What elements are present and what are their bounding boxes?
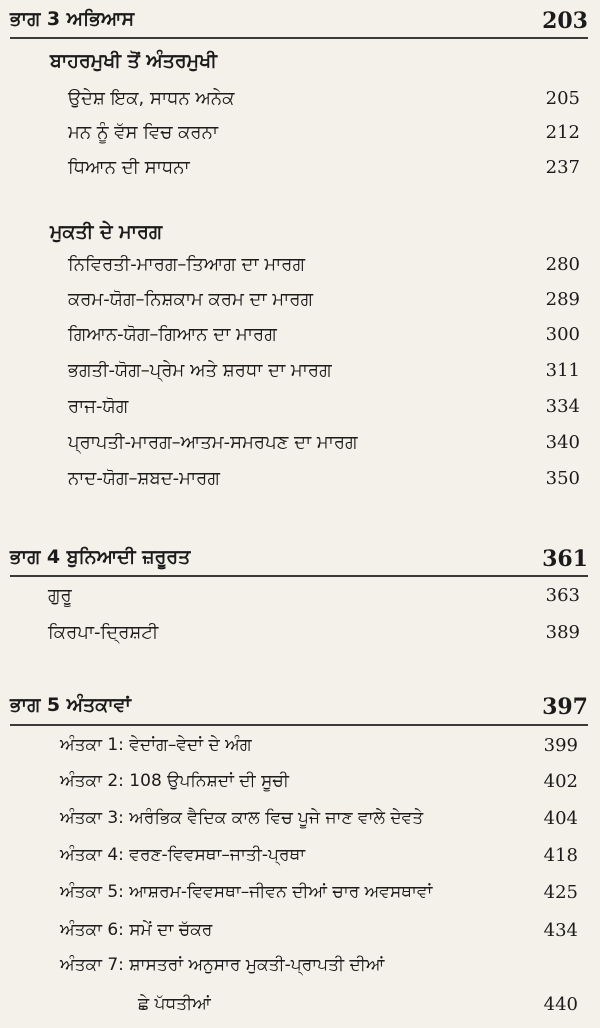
toc-appendix[interactable] [0, 845, 600, 877]
item-title: ਅੰਤਕਾ 7: ਸ਼ਾਸਤਰਾਂ ਅਨੁਸਾਰ ਮੁਕਤੀ-ਪ੍ਰਾਪਤੀ ਦੀਆਂ [60, 955, 385, 975]
toc-appendix[interactable] [0, 882, 600, 914]
section-b-title: ਮੁਕਤੀ ਦੇ ਮਾਰਗ [50, 221, 163, 243]
item-title: ਨਾਦ-ਯੋਗ–ਸ਼ਬਦ-ਮਾਰਗ [68, 468, 220, 489]
item-page: 434 [543, 920, 578, 941]
item-page: 425 [543, 882, 578, 903]
item-page: 300 [545, 324, 580, 345]
toc-appendix[interactable] [0, 955, 600, 987]
item-page: 340 [545, 432, 580, 453]
part-5-page: 397 [542, 694, 588, 720]
toc-appendix-continued[interactable] [0, 994, 600, 1026]
item-page: 205 [545, 88, 580, 109]
part-3-page: 203 [542, 8, 588, 34]
item-title: ਧਿਆਨ ਦੀ ਸਾਧਨਾ [68, 157, 190, 178]
part-4-page: 361 [542, 546, 588, 572]
toc-item[interactable] [0, 432, 600, 464]
toc-item[interactable] [0, 289, 600, 321]
item-title: ਅੰਤਕਾ 1: ਵੇਦਾਂਗ–ਵੇਦਾਂ ਦੇ ਅੰਗ [60, 735, 252, 755]
item-title: ਰਾਜ-ਯੋਗ [68, 396, 129, 417]
toc-item[interactable] [0, 396, 600, 428]
part-4-divider [10, 575, 588, 577]
item-title: ਅੰਤਕਾ 3: ਅਰੰਭਿਕ ਵੈਦਿਕ ਕਾਲ ਵਿਚ ਪੂਜੇ ਜਾਣ ਵਾਲੇ ਦੇਵਤੇ [60, 808, 424, 828]
toc-appendix[interactable] [0, 808, 600, 840]
part-5-title: ਭਾਗ 5 ਅੰਤਕਾਵਾਂ [10, 694, 131, 716]
toc-section-b[interactable] [0, 221, 600, 253]
toc-section-a[interactable] [0, 50, 600, 82]
toc-part-3[interactable] [0, 8, 600, 40]
item-title: ਪ੍ਰਾਪਤੀ-ਮਾਰਗ–ਆਤਮ-ਸਮਰਪਣ ਦਾ ਮਾਰਗ [68, 432, 358, 453]
item-title: ਭਗਤੀ-ਯੋਗ–ਪ੍ਰੇਮ ਅਤੇ ਸ਼ਰਧਾ ਦਾ ਮਾਰਗ [68, 360, 332, 381]
toc-item[interactable] [0, 360, 600, 392]
item-page: 280 [545, 254, 580, 275]
toc-item[interactable] [0, 468, 600, 500]
item-page: 404 [543, 808, 578, 829]
item-title: ਛੇ ਪੱਧਤੀਆਂ [138, 994, 211, 1014]
part-3-divider [10, 37, 588, 39]
item-title: ਉਦੇਸ਼ ਇਕ, ਸਾਧਨ ਅਨੇਕ [68, 88, 235, 109]
toc-part-5[interactable] [0, 694, 600, 726]
part-3-title: ਭਾਗ 3 ਅਭਿਆਸ [10, 8, 135, 30]
item-title: ਗਿਆਨ-ਯੋਗ–ਗਿਆਨ ਦਾ ਮਾਰਗ [68, 324, 277, 345]
item-page: 334 [545, 396, 580, 417]
item-title: ਮਨ ਨੂੰ ਵੱਸ ਵਿਚ ਕਰਨਾ [68, 122, 218, 143]
item-title: ਅੰਤਕਾ 6: ਸਮੇਂ ਦਾ ਚੱਕਰ [60, 920, 213, 940]
item-page: 418 [543, 845, 578, 866]
part-5-divider [10, 724, 588, 726]
item-title: ਕਿਰਪਾ-ਦ੍ਰਿਸ਼ਟੀ [48, 622, 159, 643]
item-page: 402 [543, 771, 578, 792]
part-4-title: ਭਾਗ 4 ਬੁਨਿਆਦੀ ਜ਼ਰੂਰਤ [10, 546, 191, 568]
item-page: 350 [545, 468, 580, 489]
toc-item[interactable] [0, 157, 600, 189]
item-page: 289 [545, 289, 580, 310]
item-title: ਅੰਤਕਾ 2: 108 ਉਪਨਿਸ਼ਦਾਂ ਦੀ ਸੂਚੀ [60, 771, 289, 791]
toc-part-4[interactable] [0, 546, 600, 578]
toc-appendix[interactable] [0, 735, 600, 767]
toc-item[interactable] [0, 585, 600, 617]
item-title: ਕਰਮ-ਯੋਗ–ਨਿਸ਼ਕਾਮ ਕਰਮ ਦਾ ਮਾਰਗ [68, 289, 314, 310]
toc-item[interactable] [0, 122, 600, 154]
item-page: 389 [545, 622, 580, 643]
toc-appendix[interactable] [0, 771, 600, 803]
item-title: ਗੁਰੂ [48, 585, 72, 606]
section-a-title: ਬਾਹਰਮੁਖੀ ਤੋਂ ਅੰਤਰਮੁਖੀ [50, 50, 217, 72]
item-title: ਅੰਤਕਾ 5: ਆਸ਼ਰਮ-ਵਿਵਸਥਾ–ਜੀਵਨ ਦੀਆਂ ਚਾਰ ਅਵਸਥਾਵਾਂ [60, 882, 433, 902]
toc-appendix[interactable] [0, 920, 600, 952]
item-page: 440 [543, 994, 578, 1015]
item-title: ਅੰਤਕਾ 4: ਵਰਣ-ਵਿਵਸਥਾ–ਜਾਤੀ-ਪ੍ਰਥਾ [60, 845, 306, 865]
toc-item[interactable] [0, 88, 600, 120]
toc-item[interactable] [0, 324, 600, 356]
item-title: ਨਿਵਿਰਤੀ-ਮਾਰਗ–ਤਿਆਗ ਦਾ ਮਾਰਗ [68, 254, 305, 275]
toc-item[interactable] [0, 622, 600, 654]
item-page: 311 [545, 360, 580, 381]
toc-item[interactable] [0, 254, 600, 286]
item-page: 399 [543, 735, 578, 756]
item-page: 212 [545, 122, 580, 143]
item-page: 363 [545, 585, 580, 606]
item-page: 237 [545, 157, 580, 178]
